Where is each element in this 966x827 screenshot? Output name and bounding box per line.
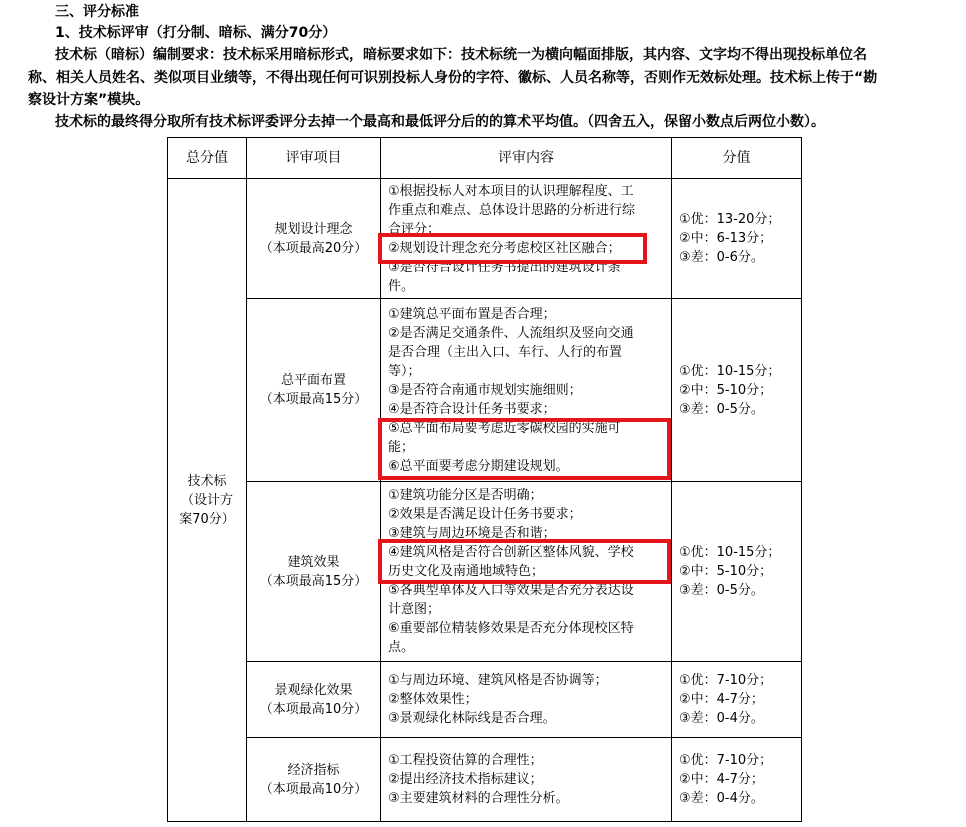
score-line: ③差：0-6分。 <box>679 250 764 265</box>
table-row <box>168 299 802 482</box>
score-line: ①优：13-20分； <box>679 212 781 227</box>
score-line: ③差：0-4分。 <box>679 711 764 726</box>
content-cell <box>381 179 672 299</box>
item-cell <box>247 738 381 822</box>
score-line: ①优：7-10分； <box>679 753 773 768</box>
content-line: ①建筑功能分区是否明确； <box>388 488 543 503</box>
content-line: ⑤总平面布局要考虑近零碳校园的实施可 <box>388 420 621 436</box>
content-line: ①建筑总平面布置是否合理； <box>388 306 556 322</box>
content-line: 点。 <box>388 640 415 655</box>
score-cell <box>672 299 802 482</box>
content-line: ③主要建筑材料的合理性分析。 <box>388 791 569 806</box>
score-line: ③差：0-5分。 <box>679 401 764 417</box>
requirement-line-3: 察设计方案”模块。 <box>28 92 150 108</box>
content-line: ④建筑风格是否符合创新区整体风貌、学校 <box>388 545 634 560</box>
content-line: ①根据投标人对本项目的认识理解程度、工 <box>388 183 634 199</box>
table-header-row <box>168 138 802 179</box>
item-cell <box>247 482 381 662</box>
content-line: 等）； <box>388 363 421 379</box>
score-cell <box>672 662 802 738</box>
score-line: ②中：5-10分； <box>679 564 773 579</box>
content-line: ③是否符合南通市规划实施细则； <box>388 382 582 398</box>
score-line: ①优：7-10分； <box>679 673 773 688</box>
section-heading: 三、评分标准 <box>55 4 139 20</box>
item-cell <box>247 179 381 299</box>
item-cell <box>247 299 381 482</box>
table-row <box>168 179 802 299</box>
content-line: ②提出经济技术指标建议； <box>388 772 543 787</box>
content-line: ②效果是否满足设计任务书要求； <box>388 507 582 522</box>
content-line: ③景观绿化林际线是否合理。 <box>388 711 556 726</box>
total-line: （设计方 <box>180 492 233 508</box>
score-cell <box>672 738 802 822</box>
score-line: ③差：0-5分。 <box>679 583 764 598</box>
content-line: ⑤各典型单体及入口等效果是否充分表达设 <box>388 583 634 598</box>
item-name: 景观绿化效果 <box>274 682 353 698</box>
content-line: ⑥总平面要考虑分期建设规划。 <box>388 458 569 474</box>
item-max: （本项最高10分） <box>259 781 368 797</box>
content-line: ②规划设计理念充分考虑校区社区融合； <box>388 240 621 256</box>
score-line: ③差：0-4分。 <box>679 791 764 806</box>
item-max: （本项最高10分） <box>259 701 368 717</box>
item-max: （本项最高15分） <box>259 573 368 589</box>
score-line: ②中：6-13分； <box>679 231 773 246</box>
content-line: ②是否满足交通条件、人流组织及竖向交通 <box>388 325 634 341</box>
score-line: ①优：10-15分； <box>679 545 781 560</box>
content-line: ①与周边环境、建筑风格是否协调等； <box>388 673 608 688</box>
content-cell <box>381 482 672 662</box>
content-cell <box>381 662 672 738</box>
header-score: 分值 <box>672 138 802 179</box>
scoring-note: 技术标的最终得分取所有技术标评委评分去掉一个最高和最低评分后的的算术平均值。（四舍五入，保留小数点后两位小数）。 <box>55 114 825 130</box>
content-line: 能； <box>388 439 415 455</box>
scoring-table <box>167 137 802 822</box>
item-name: 总平面布置 <box>280 373 346 388</box>
total-line: 技术标 <box>187 473 227 489</box>
item-name: 建筑效果 <box>287 554 340 570</box>
section-subheading: 1、技术标评审（打分制、暗标、满分70分） <box>55 25 337 41</box>
content-line: ③建筑与周边环境是否和谐； <box>388 526 556 541</box>
content-line: ②整体效果性； <box>388 692 478 707</box>
content-line: ①工程投资估算的合理性； <box>388 753 543 768</box>
content-line: 件。 <box>388 278 415 294</box>
total-cell <box>168 179 247 822</box>
score-line: ②中：4-7分； <box>679 772 764 787</box>
requirement-line-1: 技术标（暗标）编制要求：技术标采用暗标形式，暗标要求如下：技术标统一为横向幅面排版，其内容、文字均不得出现投标单位名 <box>55 47 867 63</box>
content-line: 合评分； <box>388 221 441 237</box>
header-content: 评审内容 <box>381 138 672 179</box>
table-row <box>168 482 802 662</box>
content-line: 计意图； <box>388 602 441 617</box>
content-line: 历史文化及南通地域特色； <box>388 564 545 579</box>
content-cell <box>381 738 672 822</box>
item-max: （本项最高15分） <box>259 392 368 407</box>
table-row <box>168 738 802 822</box>
item-name: 规划设计理念 <box>274 221 353 237</box>
requirement-line-2: 称、相关人员姓名、类似项目业绩等，不得出现任何可识别投标人身份的字符、徽标、人员名称等，否则作无效标处理。技术标上传于“勘 <box>28 70 878 86</box>
score-line: ②中：4-7分； <box>679 692 764 707</box>
item-max: （本项最高20分） <box>259 240 368 256</box>
score-cell <box>672 482 802 662</box>
score-line: ①优：10-15分； <box>679 363 781 379</box>
table-row <box>168 662 802 738</box>
content-line: ⑥重要部位精装修效果是否充分体现校区特 <box>388 621 634 636</box>
score-line: ②中：5-10分； <box>679 382 773 398</box>
content-line: ③是否符合设计任务书提出的建筑设计条 <box>388 259 621 275</box>
content-cell <box>381 299 672 482</box>
item-cell <box>247 662 381 738</box>
content-line: 作重点和难点、总体设计思路的分析进行综 <box>388 202 636 218</box>
header-total: 总分值 <box>168 138 247 179</box>
header-item: 评审项目 <box>247 138 381 179</box>
content-line: ④是否符合设计任务书要求； <box>388 401 556 417</box>
total-line: 案70分） <box>179 511 235 527</box>
content-line: 是否合理（主出入口、车行、人行的布置 <box>388 344 623 360</box>
item-name: 经济指标 <box>287 762 340 778</box>
score-cell <box>672 179 802 299</box>
